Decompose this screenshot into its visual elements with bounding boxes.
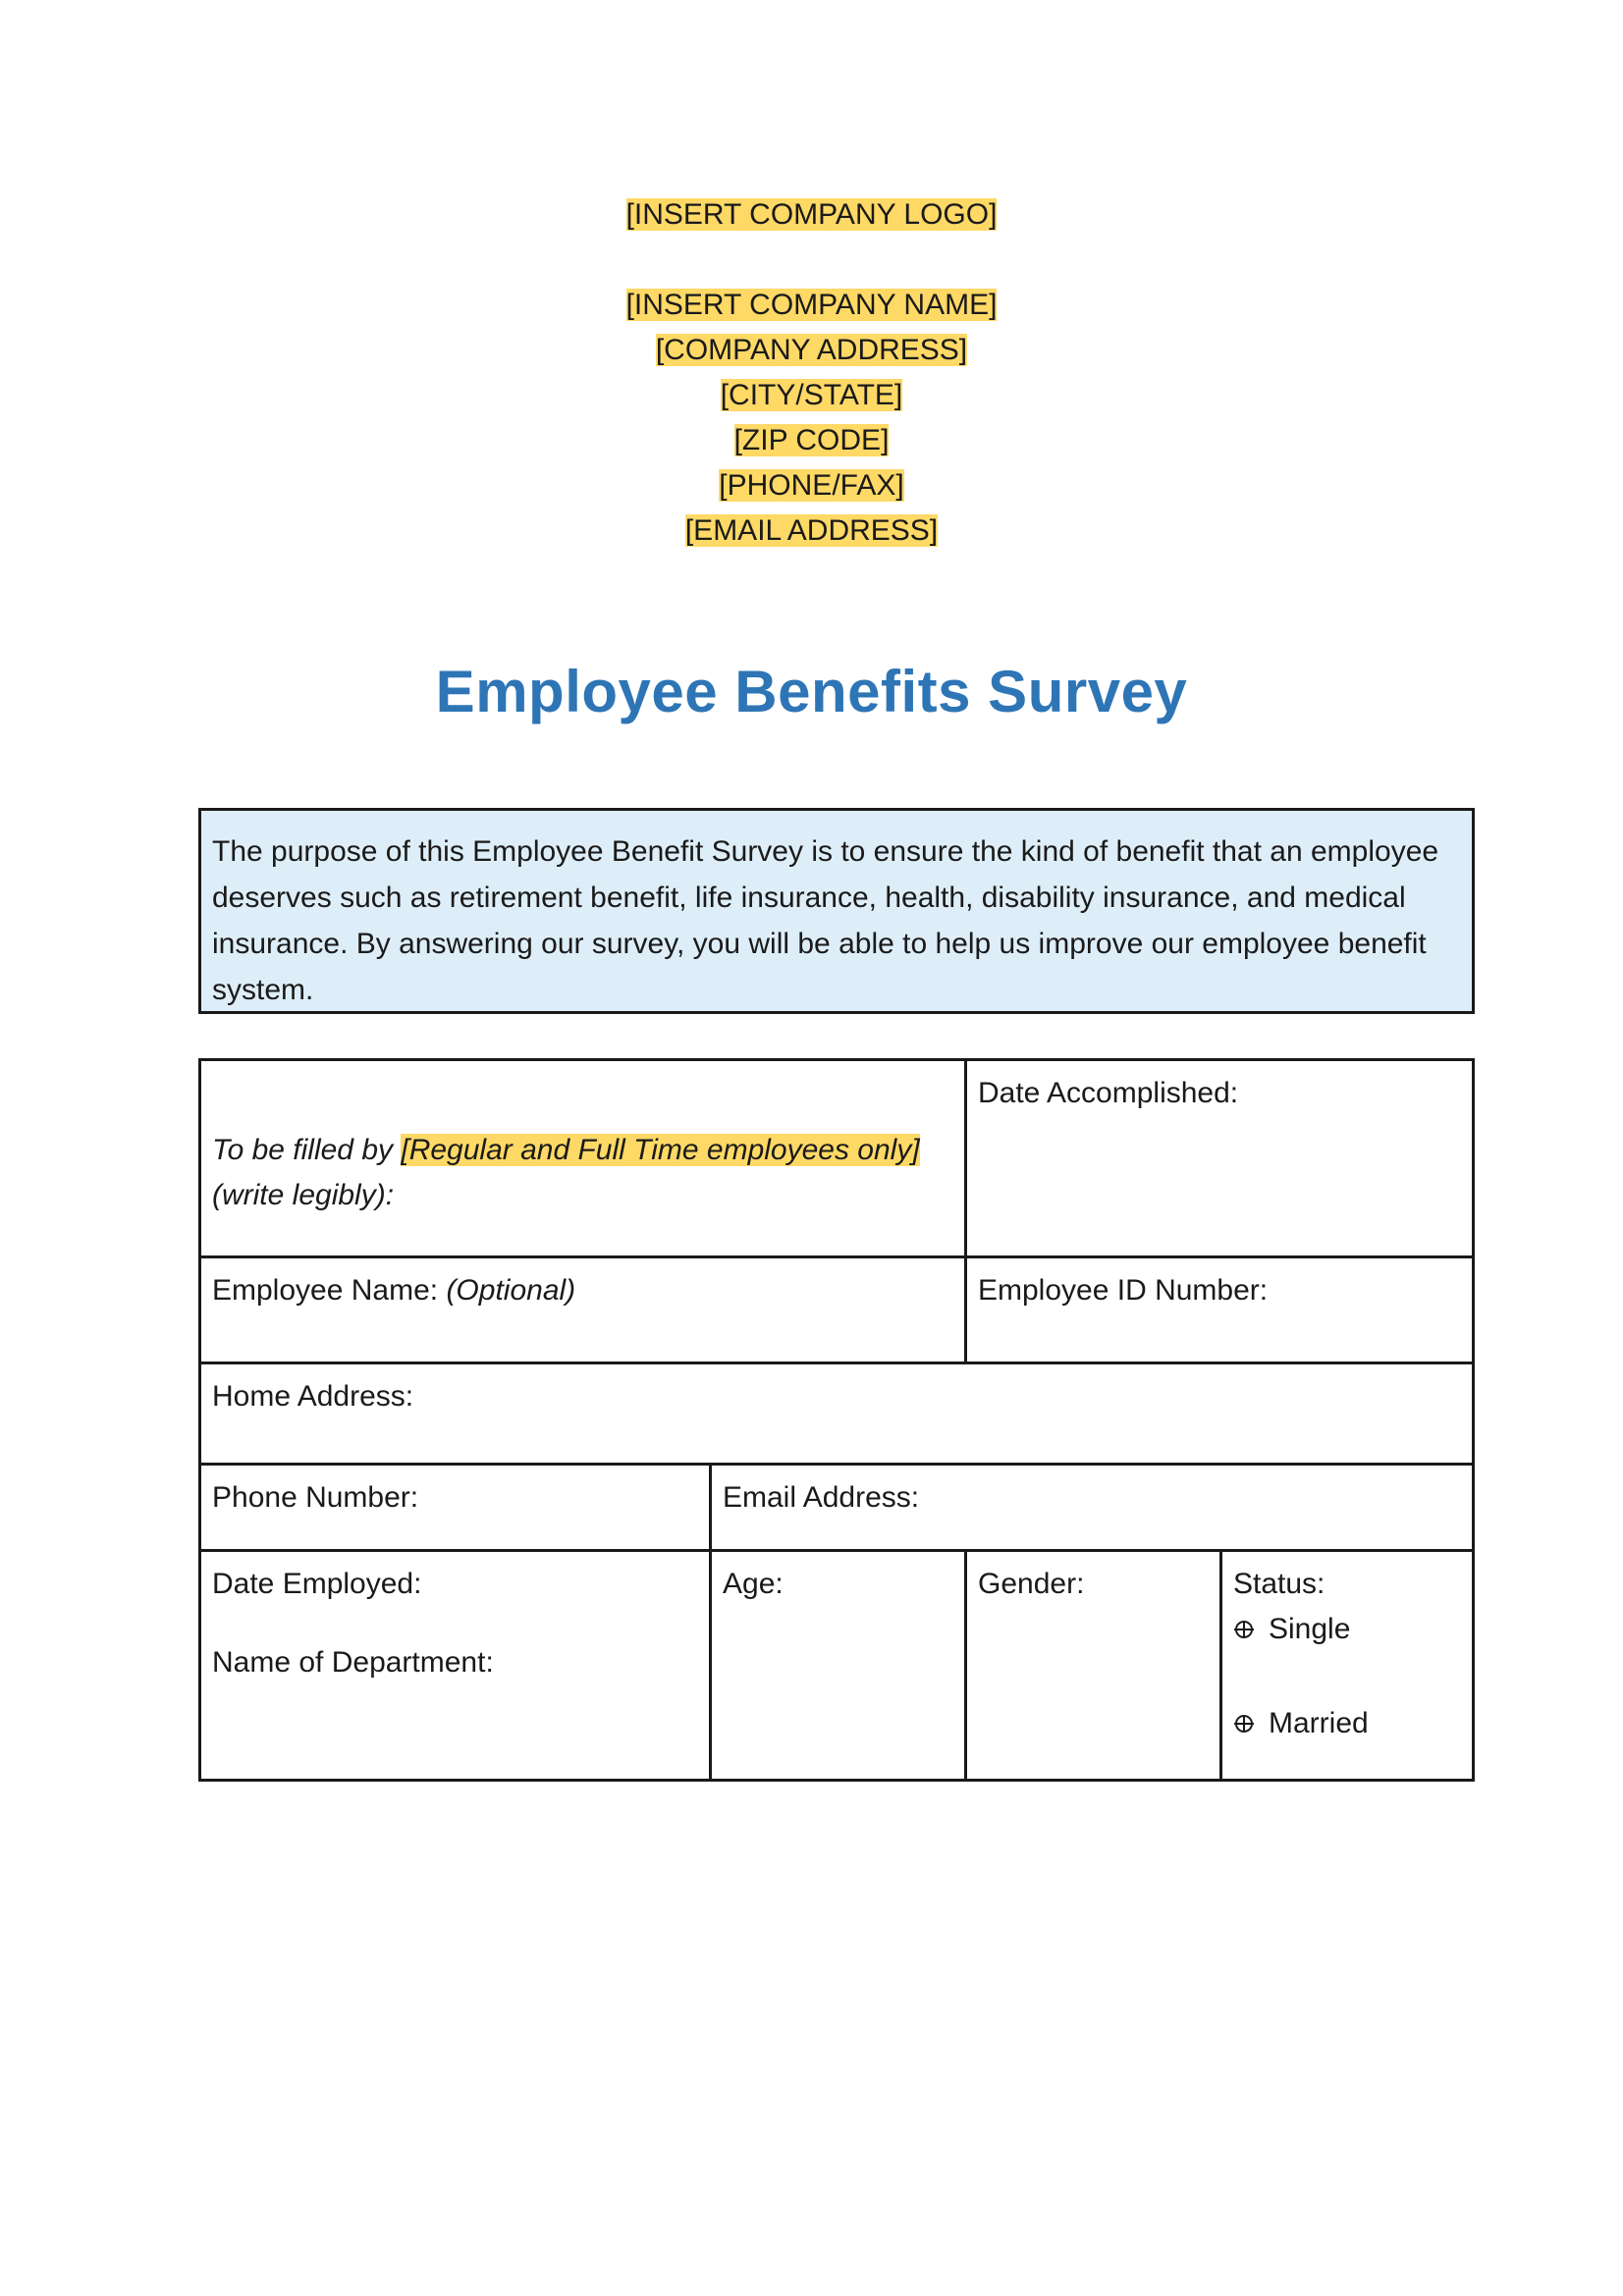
date-accomplished-label: Date Accomplished: (978, 1077, 1239, 1109)
gender-field[interactable] (967, 1552, 1219, 1782)
email-address-label: Email Address: (723, 1481, 920, 1514)
employee-name-field[interactable] (201, 1258, 964, 1362)
employee-id-field[interactable] (967, 1258, 1472, 1362)
purpose-box (198, 808, 1475, 1014)
filled-by-highlight: [Regular and Full Time employees only] (401, 1134, 920, 1166)
filled-by-prefix: To be filled by (212, 1134, 402, 1166)
zip-code-placeholder: [ZIP CODE] (733, 424, 890, 456)
department-label: Name of Department: (212, 1646, 494, 1679)
email-address-placeholder: [EMAIL ADDRESS] (684, 514, 939, 547)
company-info-block (0, 283, 1623, 554)
employee-name-label: Employee Name: (212, 1274, 447, 1307)
page-title: Employee Benefits Survey (435, 659, 1188, 724)
employee-id-label: Employee ID Number: (978, 1274, 1269, 1307)
phone-fax-placeholder: [PHONE/FAX] (719, 469, 904, 502)
gender-label: Gender: (978, 1568, 1085, 1600)
phone-number-field[interactable] (201, 1466, 709, 1549)
phone-number-label: Phone Number: (212, 1481, 419, 1514)
age-field[interactable] (712, 1552, 964, 1782)
company-address-placeholder: [COMPANY ADDRESS] (655, 334, 968, 366)
company-name-placeholder: [INSERT COMPANY NAME] (625, 289, 998, 321)
employee-name-optional: (Optional) (446, 1274, 576, 1307)
radio-button-icon[interactable] (1233, 1713, 1255, 1735)
city-state-placeholder: [CITY/STATE] (720, 379, 903, 411)
employee-info-form (198, 1058, 1475, 1782)
status-option-label: Single (1269, 1613, 1351, 1645)
purpose-text: The purpose of this Employee Benefit Survey is to ensure the kind of benefit that an employee deserves such as retirement benefit, life insurance, health, disability insurance, and medical insurance. By answering our survey, you will be able to help us improve our employee benefit system. (212, 835, 1439, 1006)
filled-by-suffix: (write legibly): (212, 1179, 395, 1211)
status-option-single[interactable] (1233, 1607, 1461, 1652)
logo-placeholder-text: [INSERT COMPANY LOGO] (625, 198, 998, 231)
status-label: Status: (1233, 1568, 1325, 1600)
status-option-married[interactable] (1233, 1701, 1461, 1746)
date-employed-label: Date Employed: (212, 1568, 422, 1600)
status-field (1222, 1552, 1472, 1782)
date-accomplished-field[interactable] (967, 1061, 1472, 1255)
home-address-field[interactable] (201, 1364, 1472, 1463)
age-label: Age: (723, 1568, 784, 1600)
company-logo-placeholder (0, 192, 1623, 238)
status-option-label: Married (1269, 1707, 1369, 1739)
employment-cell[interactable] (201, 1552, 709, 1782)
home-address-label: Home Address: (212, 1380, 414, 1413)
email-address-field[interactable] (712, 1466, 1472, 1549)
filled-by-cell (201, 1118, 964, 1228)
radio-button-icon[interactable] (1233, 1619, 1255, 1640)
